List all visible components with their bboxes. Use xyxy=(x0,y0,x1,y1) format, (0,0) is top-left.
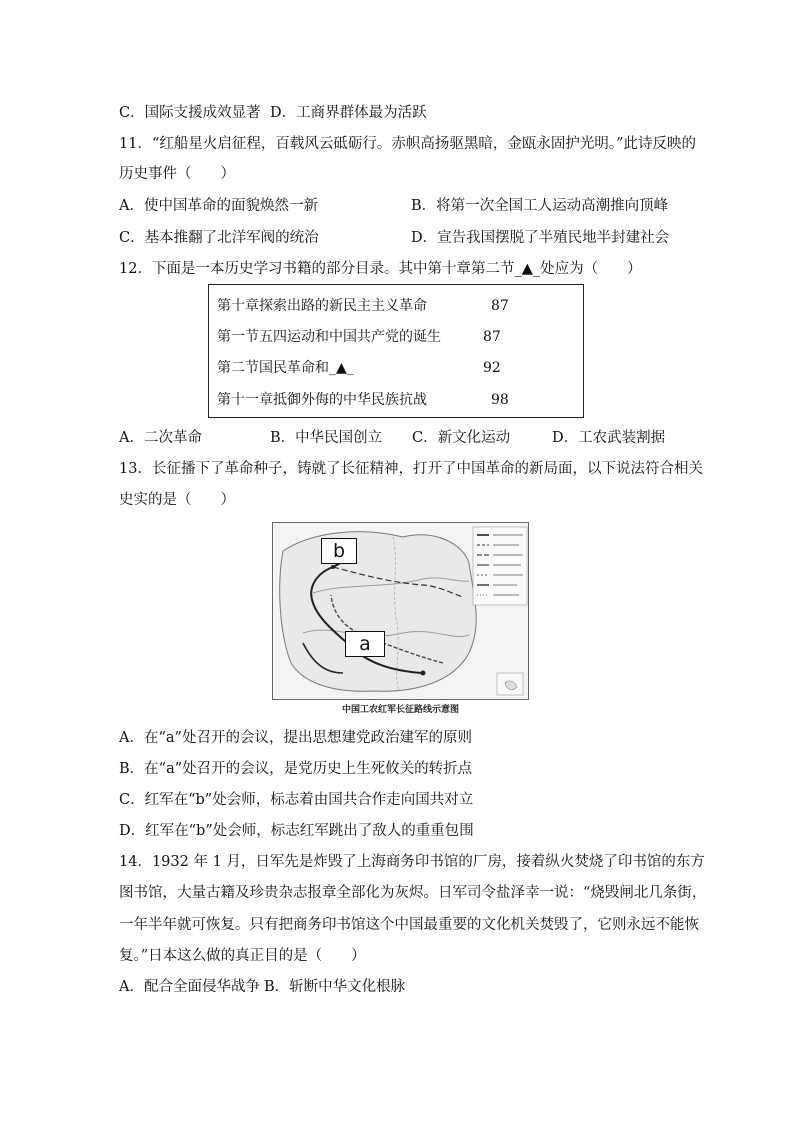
q12-option-a: A．二次革命 xyxy=(119,430,202,446)
q10-option-d: D．工商界群体最为活跃 xyxy=(270,105,427,121)
toc-title-4: 第十一章抵御外侮的中华民族抗战 xyxy=(217,392,427,408)
q13-stem-line1: 13．长征播下了革命种子，铸就了长征精神，打开了中国革命的新局面，以下说法符合相关 xyxy=(119,461,703,477)
q14-stem-line3: 一年半年就可恢复。只有把商务印书馆这个中国最重要的文化机关焚毁了，它则永远不能恢 xyxy=(119,917,699,933)
q11-option-b: B．将第一次全国工人运动高潮推向顶峰 xyxy=(411,198,669,214)
q14-stem-line4: 复。”日本这么做的真正目的是（ ） xyxy=(119,948,366,964)
long-march-map xyxy=(272,522,529,700)
q13-option-b: B．在“a”处召开的会议，是党历史上生死攸关的转折点 xyxy=(119,761,473,777)
q12-option-b: B．中华民国创立 xyxy=(270,430,383,446)
q14-stem-line2: 图书馆，大量古籍及珍贵杂志报章全部化为灰烬。日军司令盐泽幸一说：“烧毁闸北几条街， xyxy=(119,885,707,901)
map-drawing xyxy=(273,523,529,700)
q11-stem-line2: 历史事件（ ） xyxy=(119,166,235,182)
q11-option-c: C．基本推翻了北洋军阀的统治 xyxy=(119,230,319,246)
q11-stem-line1: 11．“红船星火启征程，百载风云砥砺行。赤帜高扬驱黑暗，金瓯永固护光明。”此诗反映的 xyxy=(119,136,697,152)
toc-page-4: 98 xyxy=(491,392,509,408)
toc-title-3: 第二节国民革命和_▲_ xyxy=(217,360,354,376)
q11-option-d: D．宣告我国摆脱了半殖民地半封建社会 xyxy=(411,230,670,246)
q12-option-c: C．新文化运动 xyxy=(412,430,511,446)
toc-title-1: 第十章探索出路的新民主主义革命 xyxy=(217,298,427,314)
q14-stem-line1: 14．1932 年 1 月，日军先是炸毁了上海商务印书馆的厂房，接着纵火焚烧了印书馆的东方 xyxy=(119,854,705,870)
map-label-b: b xyxy=(321,538,357,564)
toc-page-1: 87 xyxy=(491,298,509,314)
q13-option-a: A．在“a”处召开的会议，提出思想建党政治建军的原则 xyxy=(119,730,472,746)
toc-page-3: 92 xyxy=(483,360,501,376)
q14-option-a: A．配合全面侵华战争 xyxy=(119,979,260,995)
q13-option-d: D．红军在“b”处会师，标志红军跳出了敌人的重重包围 xyxy=(119,823,474,839)
map-caption: 中国工农红军长征路线示意图 xyxy=(341,705,459,715)
q11-option-a: A．使中国革命的面貌焕然一新 xyxy=(119,198,318,214)
q12-option-d: D．工农武装割据 xyxy=(552,430,666,446)
map-label-a: a xyxy=(345,631,385,657)
q13-stem-line2: 史实的是（ ） xyxy=(119,492,235,508)
q13-option-c: C．红军在“b”处会师，标志着由国共合作走向国共对立 xyxy=(119,792,474,808)
toc-page-2: 87 xyxy=(483,329,501,345)
q14-option-b: B．斩断中华文化根脉 xyxy=(264,979,406,995)
q12-stem: 12．下面是一本历史学习书籍的部分目录。其中第十章第二节_▲_处应为（ ） xyxy=(119,261,642,277)
table-of-contents xyxy=(208,284,584,418)
q10-option-c: C．国际支援成效显著 xyxy=(119,105,261,121)
toc-title-2: 第一节五四运动和中国共产党的诞生 xyxy=(217,329,441,345)
